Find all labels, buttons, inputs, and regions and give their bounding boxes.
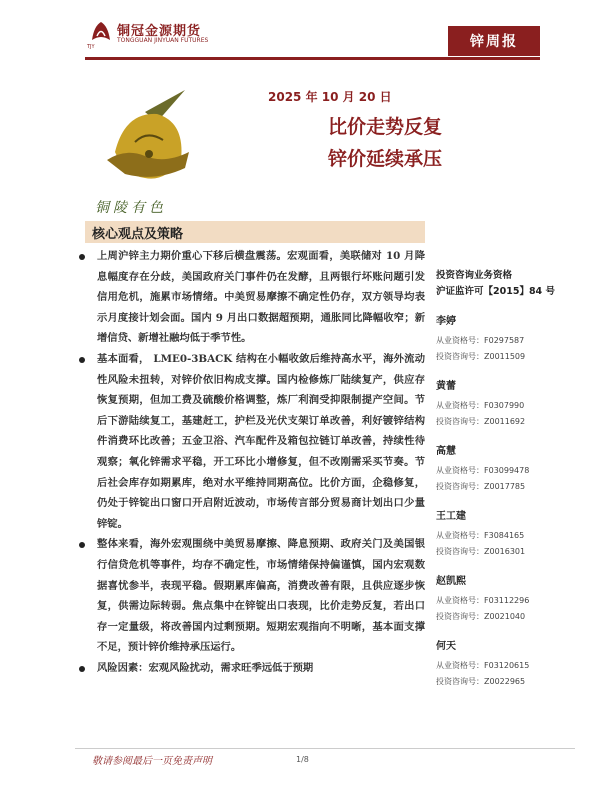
bullet-item <box>75 658 425 679</box>
analyst-name: 李婷 <box>436 316 456 327</box>
footer-divider <box>75 748 575 749</box>
bullet-dot-icon <box>79 666 85 672</box>
helmet-illustration-icon <box>85 82 215 232</box>
bullet-text: 上周沪锌主力期价重心下移后横盘震荡。宏观面看，美联储对 10 月降息幅度存在分歧，美国政府关门事件仍在发酵，且两银行坏账问题引发信用危机，施累市场情绪。中美贸易摩擦不确定性仍存，双方领导均表示月度接计划会面。国内 9 月出口数据超预期，通胀同比降幅收窄；新增信贷、新增社融均低于季节性。 <box>97 250 425 345</box>
qualification-line1: 投资咨询业务资格 <box>436 270 513 281</box>
report-date: 2025 年 10 月 20 日 <box>268 90 392 104</box>
page-header <box>0 0 600 64</box>
analyst-name: 高慧 <box>436 446 456 457</box>
calligraphy-text: 铜陵有色 <box>95 200 167 216</box>
analyst-card <box>436 314 576 365</box>
footer-disclaimer: 敬请参阅最后一页免责声明 <box>92 756 212 767</box>
analyst-license: 从业资格号：F0297587 <box>436 336 525 345</box>
bullet-item <box>75 349 425 534</box>
analyst-license: 从业资格号：F0307990 <box>436 401 525 410</box>
bullet-item <box>75 534 425 658</box>
analyst-advisory-id: 投资咨询号：Z0021040 <box>436 612 526 621</box>
report-type-label: 锌周报 <box>470 34 518 50</box>
analyst-license: 从业资格号：F3084165 <box>436 531 525 540</box>
report-title-line1: 比价走势反复 <box>328 116 443 138</box>
analyst-advisory-id: 投资咨询号：Z0016301 <box>436 547 526 556</box>
report-title-line2: 锌价延续承压 <box>328 148 443 170</box>
analyst-card <box>436 444 576 495</box>
analyst-license: 从业资格号：F03112296 <box>436 596 530 605</box>
company-logo-sub: TJY <box>87 44 95 50</box>
analyst-license: 从业资格号：F03120615 <box>436 661 530 670</box>
analyst-name: 何天 <box>436 641 456 652</box>
company-logo-icon <box>88 18 114 44</box>
analyst-advisory-id: 投资咨询号：Z0011509 <box>436 352 526 361</box>
company-name-cn: 铜冠金源期货 <box>117 24 202 39</box>
bullet-text: 基本面看， LME0-3BACK 结构在小幅收敛后维持高水平，海外流动性风险未扭转，对锌价依旧构成支撑。国内检修炼厂陆续复产，供应存恢复预期，但加工费及硫酸价格调整，炼厂利润受抑限制提产空间。节后下游陆续复工，基建赶工，护栏及光伏支架订单改善，利好镀锌结构件消费环比改善；五金卫浴、汽车配件及箱包拉链订单改善，持续性待观察；氧化锌需求平稳，开工环比小增修复，但不改刚需采买节奏。节后社会库存如期累库，绝对水平维持同期高位。比价方面，企稳修复，仍处于锌锭出口窗口开启附近波动，市场传言部分贸易商计划出口少量锌锭。 <box>97 352 425 530</box>
bullet-dot-icon <box>79 542 85 548</box>
analyst-name: 王工建 <box>436 511 466 522</box>
core-views-list <box>75 246 425 678</box>
analyst-advisory-id: 投资咨询号：Z0011692 <box>436 417 526 426</box>
analyst-advisory-id: 投资咨询号：Z0017785 <box>436 482 526 491</box>
bullet-text: 风险因素：宏观风险扰动，需求旺季远低于预期 <box>97 661 314 674</box>
analyst-name: 黄蕾 <box>436 381 456 392</box>
analyst-name: 赵凯熙 <box>436 576 466 587</box>
analyst-card <box>436 574 576 625</box>
analyst-card <box>436 639 576 690</box>
bullet-text: 整体来看，海外宏观围绕中美贸易摩擦、降息预期、政府关门及美国银行信贷危机等事件，均存不确定性，市场情绪保持偏谨慎，国内宏观数据喜忧参半，表现平稳。假期累库偏高，消费改善有限，且供应逐步恢复，供需边际转弱。焦点集中在锌锭出口表现，比价走势反复，若出口存一定量级，将改善国内过剩预期。短期宏观指向不明晰，基本面支撑不足，预计锌价维持承压运行。 <box>97 538 425 654</box>
analyst-card <box>436 509 576 560</box>
analyst-license: 从业资格号：F03099478 <box>436 466 530 475</box>
bullet-dot-icon <box>79 357 85 363</box>
analyst-sidebar <box>436 268 576 690</box>
header-divider <box>85 57 540 60</box>
bullet-item <box>75 246 425 349</box>
analyst-card <box>436 379 576 430</box>
analyst-advisory-id: 投资咨询号：Z0022965 <box>436 677 526 686</box>
section-title: 核心观点及策略 <box>92 227 184 242</box>
company-name-en: TONGGUAN JINYUAN FUTURES <box>117 37 209 44</box>
qualification-line2: 沪证监许可【2015】84 号 <box>436 286 555 297</box>
page-number: 1/8 <box>296 755 309 764</box>
bullet-dot-icon <box>79 254 85 260</box>
